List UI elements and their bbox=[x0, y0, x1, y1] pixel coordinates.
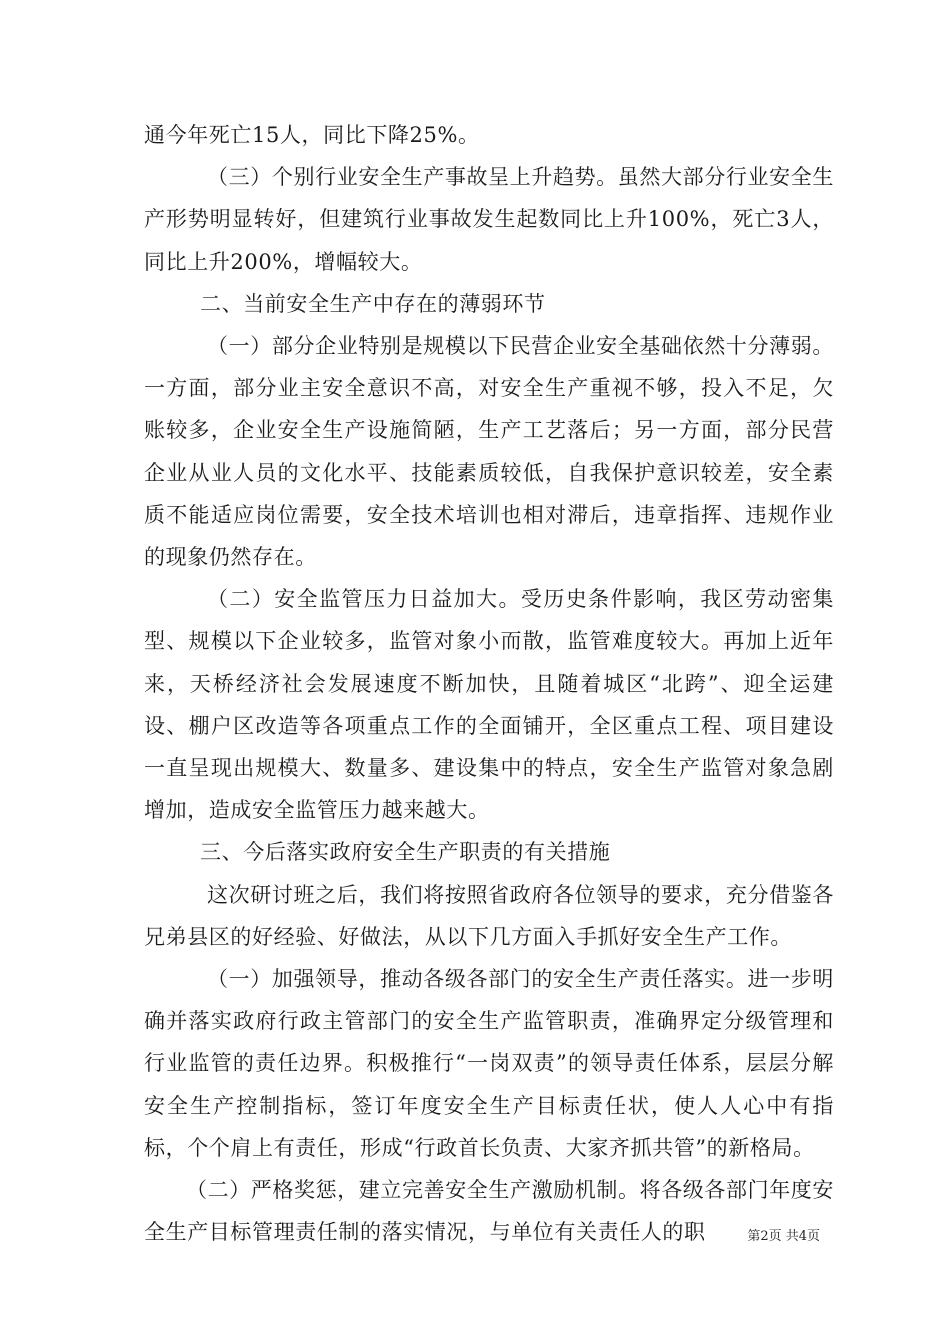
page-number: 第2页 共4页 bbox=[747, 1229, 820, 1244]
paragraph-rewards-penalties: （二）严格奖惩，建立完善安全生产激励机制。将各级各部门年度安全生产目标管理责任制的落实情况，与单位有关责任人的职 bbox=[144, 1178, 834, 1245]
section-heading-measures: 三、今后落实政府安全生产职责的有关措施 bbox=[200, 840, 611, 865]
paragraph-industry-trend: （三）个别行业安全生产事故呈上升趋势。虽然大部分行业安全生产形势明显转好，但建筑行业事故发生起数同比上升100%，死亡3人，同比上升200%，增幅较大。 bbox=[144, 165, 834, 274]
paragraph-continuation: 通今年死亡15人，同比下降25%。 bbox=[144, 123, 480, 147]
paragraph-after-seminar: 这次研讨班之后，我们将按照省政府各位领导的要求，充分借鉴各兄弟县区的好经验、好做法，从以下几方面入手抓好安全生产工作。 bbox=[144, 882, 834, 949]
document-body bbox=[144, 114, 834, 1253]
paragraph-private-enterprise: （一）部分企业特别是规模以下民营企业安全基础依然十分薄弱。一方面，部分业主安全意识不高，对安全生产重视不够，投入不足，欠账较多，企业安全生产设施简陋，生产工艺落后；另一方面，部分民营企业从业人员的文化水平、技能素质较低，自我保护意识较差，安全素质不能适应岗位需要，安全技术培训也相对滞后，违章指挥、违规作业的现象仍然存在。 bbox=[144, 334, 834, 570]
paragraph-supervision-pressure: （二）安全监管压力日益加大。受历史条件影响，我区劳动密集型、规模以下企业较多，监管对象小而散，监管难度较大。再加上近年来，天桥经济社会发展速度不断加快，且随着城区“北跨”、迎全运建设、棚户区改造等各项重点工作的全面铺开，全区重点工程、项目建设一直呈现出规模大、数量多、建设集中的特点，安全生产监管对象急剧增加，造成安全监管压力越来越大。 bbox=[144, 587, 834, 823]
paragraph-strengthen-leadership: （一）加强领导，推动各级各部门的安全生产责任落实。进一步明确并落实政府行政主管部门的安全生产监管职责，准确界定分级管理和行业监管的责任边界。积极推行“一岗双责”的领导责任体系，层层分解安全生产控制指标，签订年度安全生产目标责任状，使人人心中有指标，个个肩上有责任，形成“行政首长负责、大家齐抓共管”的新格局。 bbox=[144, 967, 834, 1160]
section-heading-weak-links: 二、当前安全生产中存在的薄弱环节 bbox=[200, 291, 546, 316]
